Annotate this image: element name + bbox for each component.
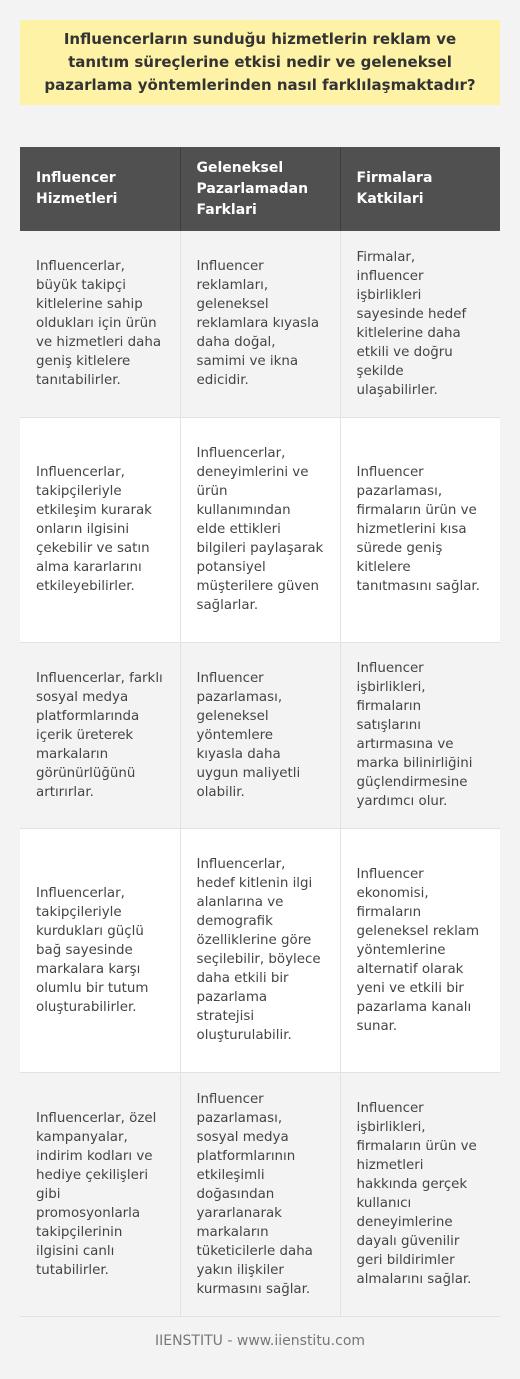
table-header-row <box>20 147 500 231</box>
table-cell: Influencer ekonomisi, firmaların geleneksel reklam yöntemlerine alternatif olarak yeni ve etkili bir pazarlama kanalı sunar. <box>340 828 500 1072</box>
table-cell: Influencer reklamları, geleneksel reklamlara kıyasla daha doğal, samimi ve ikna edicidir. <box>180 231 340 417</box>
table-cell: Influencerlar, farklı sosyal medya platformlarında içerik üreterek markaların görünürlüğünü artırırlar. <box>20 642 180 828</box>
table-row <box>20 417 500 642</box>
table-row <box>20 642 500 828</box>
table-cell: Influencerlar, hedef kitlenin ilgi alanlarına ve demografik özelliklerine göre seçilebilir, böylece daha etkili bir pazarlama stratejisi oluşturulabilir. <box>180 828 340 1072</box>
table-cell: Firmalar, influencer işbirlikleri sayesinde hedef kitlelerine daha etkili ve doğru şekilde ulaşabilirler. <box>340 231 500 417</box>
table-row <box>20 1072 500 1316</box>
table-cell: Influencerlar, özel kampanyalar, indirim kodları ve hediye çekilişleri gibi promosyonlarla takipçilerinin ilgisini canlı tutabilirler. <box>20 1072 180 1316</box>
table-cell: Influencer işbirlikleri, firmaların ürün ve hizmetleri hakkında gerçek kullanıcı deneyimlerine dayalı güvenilir geri bildirimler almalarını sağlar. <box>340 1072 500 1316</box>
table-cell: Influencerlar, takipçileriyle etkileşim kurarak onların ilgisini çekebilir ve satın alma kararlarını etkileyebilirler. <box>20 417 180 642</box>
page-title: Influencerların sunduğu hizmetlerin reklam ve tanıtım süreçlerine etkisi nedir ve geleneksel pazarlama yöntemlerinden nasıl farklılaşmaktadır? <box>20 20 500 105</box>
table-cell: Influencerlar, takipçileriyle kurdukları güçlü bağ sayesinde markalara karşı olumlu bir tutum oluşturabilirler. <box>20 828 180 1072</box>
table-cell: Influencer pazarlaması, firmaların ürün ve hizmetlerini kısa sürede geniş kitlelere tanıtmasını sağlar. <box>340 417 500 642</box>
table-cell: Influencer pazarlaması, geleneksel yöntemlere kıyasla daha uygun maliyetli olabilir. <box>180 642 340 828</box>
table-cell: Influencerlar, büyük takipçi kitlelerine sahip oldukları için ürün ve hizmetleri daha geniş kitlelere tanıtabilirler. <box>20 231 180 417</box>
column-header: Geleneksel Pazarlamadan Farklari <box>180 147 340 231</box>
column-header: Firmalara Katkilari <box>340 147 500 231</box>
table-row <box>20 231 500 417</box>
table-cell: Influencer pazarlaması, sosyal medya platformlarının etkileşimli doğasından yararlanarak markaların tüketicilerle daha yakın ilişkiler kurmasını sağlar. <box>180 1072 340 1316</box>
column-header: Influencer Hizmetleri <box>20 147 180 231</box>
table-cell: Influencerlar, deneyimlerini ve ürün kullanımından elde ettikleri bilgileri paylaşarak potansiyel müşterilere güven sağlarlar. <box>180 417 340 642</box>
table-cell: Influencer işbirlikleri, firmaların satışlarını artırmasına ve marka bilinirliğini güçlendirmesine yardımcı olur. <box>340 642 500 828</box>
table-row <box>20 828 500 1072</box>
footer-credit: IIENSTITU - www.iienstitu.com <box>154 1333 366 1349</box>
comparison-table <box>20 147 500 1317</box>
